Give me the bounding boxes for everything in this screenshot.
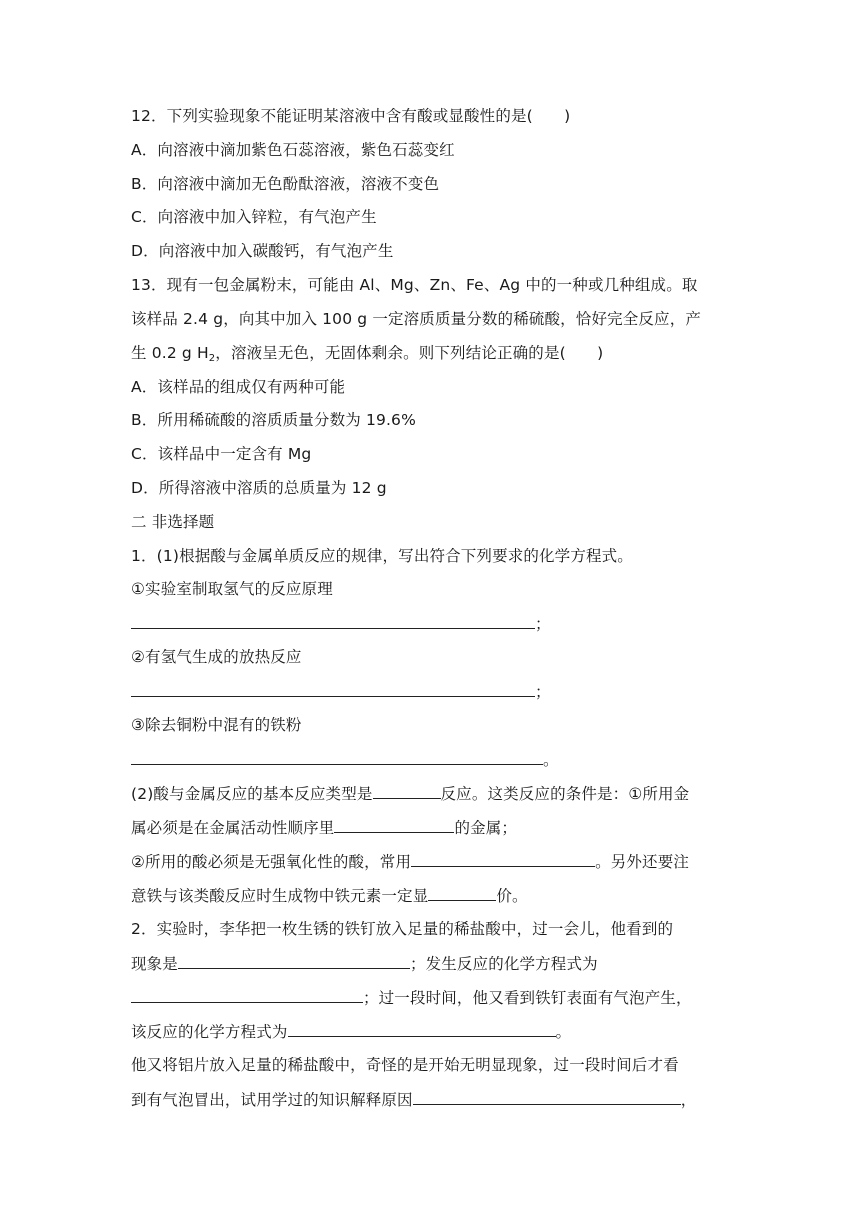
p1-answer-line-1: ； <box>131 613 551 634</box>
p1-answer-line-3: 。 <box>131 749 559 770</box>
answer-blank[interactable] <box>131 749 543 765</box>
p1-item-2: ②有氢气生成的放热反应 <box>131 648 302 666</box>
q12-option-b: B．向溶液中滴加无色酚酞溶液，溶液不变色 <box>131 175 440 193</box>
answer-blank[interactable] <box>288 1021 556 1037</box>
p1-part2-line-1: (2)酸与金属反应的基本反应类型是 反应。这类反应的条件是：①所用金 <box>131 785 690 803</box>
answer-blank[interactable] <box>411 851 595 867</box>
p1-part2-line-3: ②所用的酸必须是无强氧化性的酸，常用 。另外还要注 <box>131 853 690 871</box>
q13-option-d: D．所得溶液中溶质的总质量为 12 g <box>131 479 387 497</box>
q13-option-a: A．该样品的组成仅有两种可能 <box>131 378 346 396</box>
q13-option-c: C．该样品中一定含有 Mg <box>131 445 312 463</box>
answer-blank[interactable] <box>413 1089 681 1105</box>
p2-line-1: 2．实验时，李华把一枚生锈的铁钉放入足量的稀盐酸中，过一会儿，他看到的 <box>131 920 674 938</box>
q13-stem-line-2: 该样品 2.4 g，向其中加入 100 g 一定溶质质量分数的稀硫酸，恰好完全反应，产 <box>131 310 701 328</box>
p1-item-1: ①实验室制取氢气的反应原理 <box>131 580 333 598</box>
p2-line-2: 现象是 ；发生反应的化学方程式为 <box>131 955 598 973</box>
h2-subscript: 2 <box>208 353 216 364</box>
q12-option-c: C．向溶液中加入锌粒，有气泡产生 <box>131 208 377 226</box>
section-title: 二 非选择题 <box>131 513 215 531</box>
answer-blank[interactable] <box>131 987 363 1003</box>
answer-blank[interactable] <box>373 783 441 799</box>
answer-blank[interactable] <box>428 885 496 901</box>
q12-option-a: A．向溶液中滴加紫色石蕊溶液，紫色石蕊变红 <box>131 141 455 159</box>
q13-stem-line-1: 13．现有一包金属粉末，可能由 Al、Mg、Zn、Fe、Ag 中的一种或几种组成。取 <box>131 276 698 294</box>
p2-line-6: 到有气泡冒出，试用学过的知识解释原因 ， <box>131 1091 697 1109</box>
p1-item-3: ③除去铜粉中混有的铁粉 <box>131 716 302 734</box>
q13-option-b: B．所用稀硫酸的溶质质量分数为 19.6% <box>131 411 416 429</box>
p1-answer-line-2: ； <box>131 681 551 702</box>
p2-line-5: 他又将铝片放入足量的稀盐酸中，奇怪的是开始无明显现象，过一段时间后才看 <box>131 1056 679 1074</box>
answer-blank[interactable] <box>178 953 410 969</box>
p2-line-4: 该反应的化学方程式为 。 <box>131 1023 572 1041</box>
p1-part2-line-4: 意铁与该类酸反应时生成物中铁元素一定显 价。 <box>131 887 528 905</box>
q12-option-d: D．向溶液中加入碳酸钙，有气泡产生 <box>131 242 394 260</box>
answer-blank[interactable] <box>131 613 535 629</box>
q13-stem-line-3: 生 0.2 g $H_2$，溶液呈无色，无固体剩余。则下列结论正确的是( ) <box>131 344 604 364</box>
p1-intro: 1．(1)根据酸与金属单质反应的规律，写出符合下列要求的化学方程式。 <box>131 547 633 565</box>
answer-blank[interactable] <box>131 681 535 697</box>
answer-blank[interactable] <box>334 817 454 833</box>
q12-stem: 12．下列实验现象不能证明某溶液中含有酸或显酸性的是( ) <box>131 107 571 125</box>
p2-line-3: ；过一段时间，他又看到铁钉表面有气泡产生， <box>131 987 692 1008</box>
p1-part2-line-2: 属必须是在金属活动性顺序里 的金属； <box>131 819 518 837</box>
